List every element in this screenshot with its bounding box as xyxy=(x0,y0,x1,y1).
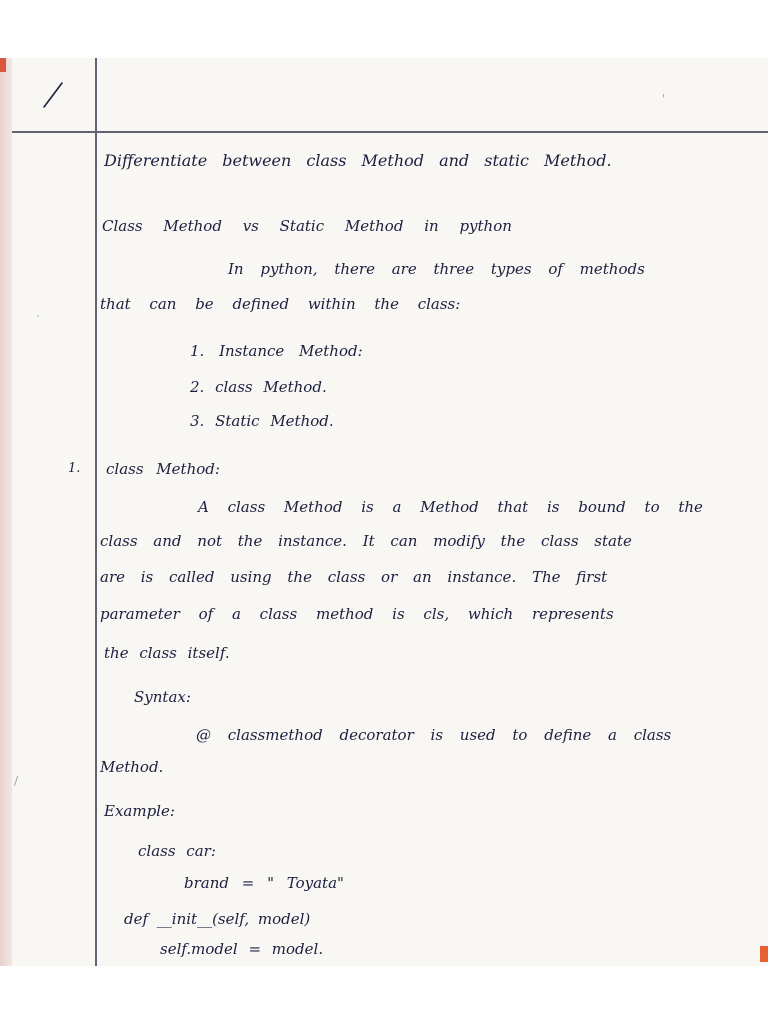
code-line: def __init__(self, model) xyxy=(124,910,311,928)
scan-border-top xyxy=(0,0,768,58)
intro-line-2: that can be defined within the class: xyxy=(100,295,461,313)
page-edge-mark xyxy=(0,58,6,72)
intro-line-1: In python, there are three types of methods xyxy=(228,260,645,278)
list-item: 2. class Method. xyxy=(190,378,327,396)
code-line: class car: xyxy=(138,842,216,860)
list-item: 1. Instance Method: xyxy=(190,342,363,360)
margin-line xyxy=(95,58,97,966)
header-rule xyxy=(12,131,768,133)
pen-stroke-icon xyxy=(40,80,66,110)
page-edge-mark-right xyxy=(760,946,768,962)
paragraph-line: are is called using the class or an instance. The first xyxy=(100,568,608,586)
syntax-line: @ classmethod decorator is used to define a class xyxy=(196,726,672,744)
code-line: brand = " Toyata" xyxy=(184,874,344,892)
example-label: Example: xyxy=(104,802,175,820)
code-line: self.model = model. xyxy=(160,940,324,958)
ink-speck: ' xyxy=(662,92,666,106)
section-heading: class Method: xyxy=(106,460,220,478)
margin-number: 1. xyxy=(68,461,81,476)
syntax-line: Method. xyxy=(100,758,164,776)
paragraph-line: the class itself. xyxy=(104,644,230,662)
page-title: Differentiate between class Method and static Method. xyxy=(104,151,612,170)
ink-speck: / xyxy=(14,774,19,788)
scan-border-left xyxy=(0,58,12,966)
list-item: 3. Static Method. xyxy=(190,412,334,430)
paragraph-line: A class Method is a Method that is bound to the xyxy=(198,498,703,516)
ink-speck: . xyxy=(36,306,40,320)
subtitle: Class Method vs Static Method in python xyxy=(102,217,512,235)
syntax-label: Syntax: xyxy=(134,688,191,706)
paragraph-line: class and not the instance. It can modify the class state xyxy=(100,532,632,550)
scan-border-bottom xyxy=(0,966,768,1024)
paragraph-line: parameter of a class method is cls, which represents xyxy=(100,605,614,623)
